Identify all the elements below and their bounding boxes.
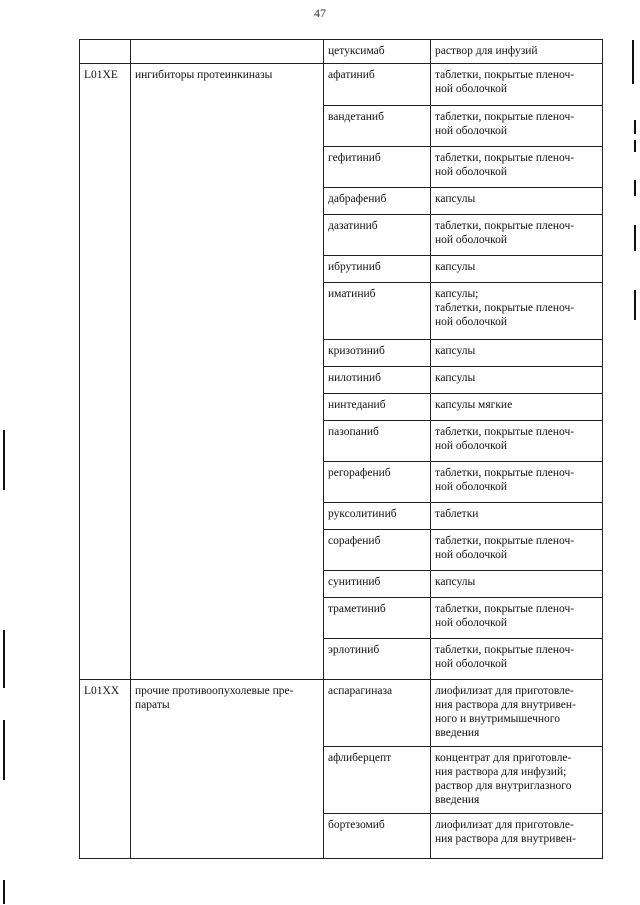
drug-name-cell: траметиниб [324, 598, 431, 639]
dosage-form-cell-line: капсулы [435, 345, 476, 357]
dosage-form-cell-line: ной оболочкой [435, 234, 508, 246]
dosage-form-cell-line: капсулы мягкие [435, 399, 513, 411]
table-row [80, 40, 603, 64]
dosage-form-cell-line: ной оболочкой [435, 125, 508, 137]
scan-mark [3, 630, 5, 688]
dosage-form-cell-line: капсулы [435, 193, 476, 205]
dosage-form-cell-line: таблетки [435, 508, 479, 520]
drug-name-cell: аспарагиназа [324, 680, 431, 747]
drug-name-cell: гефитиниб [324, 147, 431, 188]
drug-name-cell: ибрутиниб [324, 256, 431, 283]
dosage-form-cell [431, 64, 603, 106]
dosage-form-cell-line: ния раствора для внутривен- [435, 833, 576, 845]
drug-name-cell: дазатиниб [324, 215, 431, 256]
dosage-form-cell [431, 571, 603, 598]
dosage-form-cell-line: ной оболочкой [435, 166, 508, 178]
dosage-form-cell-line: таблетки, покрытые пленоч- [435, 69, 575, 81]
drug-name-cell: нинтеданиб [324, 394, 431, 421]
drug-name-cell: афлиберцепт [324, 747, 431, 814]
drug-name-cell: эрлотиниб [324, 639, 431, 680]
atc-code-cell [80, 40, 131, 64]
scan-mark [634, 225, 636, 251]
atc-group-cell-line: прочие противоопухолевые пре- [135, 685, 294, 697]
dosage-form-cell-line: таблетки, покрытые пленоч- [435, 302, 575, 314]
dosage-form-cell [431, 283, 603, 340]
dosage-form-cell-line: капсулы [435, 372, 476, 384]
dosage-form-cell-line: таблетки, покрытые пленоч- [435, 220, 575, 232]
dosage-form-cell [431, 256, 603, 283]
atc-group-cell-line: параты [135, 699, 170, 711]
dosage-form-cell-line: ной оболочкой [435, 440, 508, 452]
dosage-form-cell-line: введения [435, 794, 480, 806]
drug-table [79, 39, 603, 859]
dosage-form-cell-line: ния раствора для внутривен- [435, 699, 576, 711]
scan-mark [634, 180, 636, 196]
drug-name-cell: иматиниб [324, 283, 431, 340]
dosage-form-cell-line: лиофилизат для приготовле- [435, 819, 574, 831]
dosage-form-cell-line: ной оболочкой [435, 316, 508, 328]
dosage-form-cell [431, 188, 603, 215]
scan-mark [634, 120, 636, 134]
dosage-form-cell [431, 747, 603, 814]
dosage-form-cell-line: капсулы; [435, 288, 479, 300]
dosage-form-cell-line: капсулы [435, 261, 476, 273]
dosage-form-cell-line: таблетки, покрытые пленоч- [435, 644, 575, 656]
dosage-form-cell [431, 639, 603, 680]
atc-group-cell [131, 40, 324, 64]
dosage-form-cell [431, 147, 603, 188]
atc-code-cell: L01XE [80, 64, 131, 680]
dosage-form-cell [431, 814, 603, 859]
scan-mark [3, 430, 5, 490]
dosage-form-cell-line: лиофилизат для приготовле- [435, 685, 574, 697]
dosage-form-cell-line: ной оболочкой [435, 658, 508, 670]
dosage-form-cell-line: введения [435, 727, 480, 739]
drug-name-cell: вандетаниб [324, 106, 431, 147]
dosage-form-cell-line: концентрат для приготовле- [435, 752, 572, 764]
dosage-form-cell-line: капсулы [435, 576, 476, 588]
atc-group-cell [131, 64, 324, 680]
drug-name-cell: цетуксимаб [324, 40, 431, 64]
dosage-form-cell [431, 340, 603, 367]
dosage-form-cell-line: таблетки, покрытые пленоч- [435, 535, 575, 547]
dosage-form-cell-line: ного и внутримышечного [435, 713, 560, 725]
drug-name-cell: кризотиниб [324, 340, 431, 367]
drug-name-cell: руксолитиниб [324, 503, 431, 530]
scan-mark [634, 290, 636, 320]
dosage-form-cell-line: таблетки, покрытые пленоч- [435, 111, 575, 123]
scan-mark [632, 40, 634, 84]
drug-name-cell: пазопаниб [324, 421, 431, 462]
drug-name-cell: афатиниб [324, 64, 431, 106]
atc-code-cell: L01XX [80, 680, 131, 859]
drug-name-cell: сорафениб [324, 530, 431, 571]
dosage-form-cell [431, 421, 603, 462]
drug-name-cell: нилотиниб [324, 367, 431, 394]
dosage-form-cell [431, 598, 603, 639]
dosage-form-cell-line: таблетки, покрытые пленоч- [435, 467, 575, 479]
dosage-form-cell-line: раствор для инфузий [435, 45, 538, 57]
table-row [80, 64, 603, 106]
dosage-form-cell-line: ния раствора для инфузий; [435, 766, 567, 778]
dosage-form-cell [431, 215, 603, 256]
dosage-form-cell [431, 40, 603, 64]
scan-mark [634, 140, 636, 152]
dosage-form-cell-line: таблетки, покрытые пленоч- [435, 152, 575, 164]
dosage-form-cell-line: раствор для внутриглазного [435, 780, 572, 792]
dosage-form-cell-line: таблетки, покрытые пленоч- [435, 603, 575, 615]
drug-name-cell: сунитиниб [324, 571, 431, 598]
dosage-form-cell-line: ной оболочкой [435, 617, 508, 629]
dosage-form-cell [431, 680, 603, 747]
dosage-form-cell [431, 394, 603, 421]
dosage-form-cell-line: ной оболочкой [435, 83, 508, 95]
dosage-form-cell [431, 367, 603, 394]
dosage-form-cell-line: ной оболочкой [435, 549, 508, 561]
dosage-form-cell [431, 462, 603, 503]
drug-name-cell: дабрафениб [324, 188, 431, 215]
drug-name-cell: бортезомиб [324, 814, 431, 859]
dosage-form-cell [431, 530, 603, 571]
dosage-form-cell-line: таблетки, покрытые пленоч- [435, 426, 575, 438]
atc-group-cell-line: ингибиторы протеинкиназы [135, 69, 273, 81]
scan-mark [3, 880, 5, 904]
dosage-form-cell [431, 106, 603, 147]
scan-mark [3, 720, 5, 780]
table-row [80, 680, 603, 747]
drug-name-cell: регорафениб [324, 462, 431, 503]
page-number: 47 [314, 6, 326, 20]
dosage-form-cell [431, 503, 603, 530]
dosage-form-cell-line: ной оболочкой [435, 481, 508, 493]
atc-group-cell [131, 680, 324, 859]
